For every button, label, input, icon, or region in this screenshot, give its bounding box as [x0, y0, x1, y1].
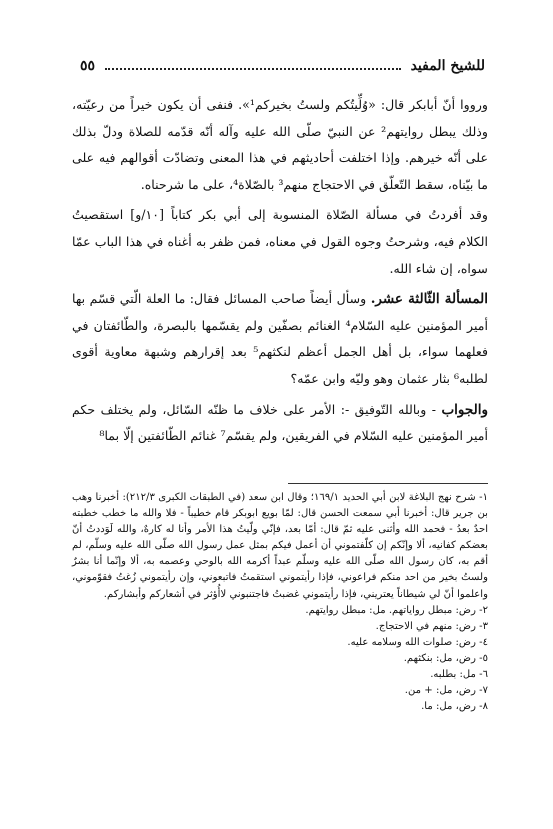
- footnote: ٣- رض: منهم في الاحتجاج.: [375, 620, 488, 632]
- footnotes: [72, 490, 488, 715]
- question-paragraph: [72, 286, 488, 392]
- footnote: ٢- رض: مبطل رواياتهم. مل: مبطل روايتهم.: [305, 604, 488, 616]
- answer-text: - وبالله التّوفيق -: الأمر على خلاف ما ظنّه السّائل، ولم يختلف حكم أمير المؤمنين عليه السّلام في الفريقين، ولم يقسّم⁷ غنائم الطّائفتين إلّا بما⁸: [72, 401, 488, 444]
- footnote: ٦- مل: بطلبه.: [430, 669, 488, 681]
- page-number: ٥٥: [80, 58, 96, 74]
- paragraph: وقد أفردتُ في مسألة الصّلاة المنسوبة إلى أبي بكر كتاباً [١٠/و] استقصيتُ الكلام فيه، وشرحتُ وجوه القول في معناه، فمن ظفر به أغناه في هذا الباب عمّا سواه، إن شاء الله.: [72, 207, 488, 276]
- answer-paragraph: [72, 397, 488, 450]
- footnote-separator: [288, 483, 488, 484]
- footnote: ٥- رض، مل: بنكثهم.: [403, 652, 488, 664]
- question-heading: المسألة الثّالثة عشر.: [370, 291, 488, 308]
- footnote: ٤- رض: صلوات الله وسلامه عليه.: [347, 636, 488, 648]
- header-title: للشيخ المفيد: [410, 58, 485, 74]
- footnote: ٧- رض، مل: + من.: [404, 685, 488, 697]
- main-text: [72, 92, 488, 450]
- header-dotted-leader: [105, 68, 401, 70]
- answer-heading: والجواب: [441, 401, 488, 418]
- footnote: ١- شرح نهج البلاغة لابن أبي الحديد ١٦٩/١؛ وقال ابن سعد (في الطبقات الكبرى ٢١٢/٣): أخبرنا وهب بن جرير قال: أخبرنا أبي سمعت الحسن قال: لمّا بويع ابوبكر قام خطيباً - فلا والله ما خطب خطبته احدٌ بعدُ - فحمد الله وأثنى عليه ثمّ قال: أمّا بعد، فإنّي ولّيتُ هذا الأمر وأنا له كارهٌ، والله لَوَددتُ أنّ بعضكم كفانيه، ألا وإنّكم إن كلّفتموني أن أعمل فيكم بمثل عمل رسول الله صلّى الله عليه وسلّم، لم أقم به، كان رسول الله صلّى الله عليه وسلّم عبداً أكرمه الله بالوحي وعصمه به، ألا وإنّما أنا بشرٌ ولستُ بخير من احد منكم فراعوني، فإذا رأيتموني استقمتُ فاتبعوني، وإن رأيتموني زُغتُ فقوّموني، واعلموا أنّ لي شيطاناً يعتريني، فإذا رأيتموني غضبتُ فاجتنبوني لاأُؤثر في أشعاركم وأبشاركم.: [72, 492, 488, 600]
- footnote: ٨- رض، مل: ما.: [421, 701, 488, 713]
- running-header: [80, 58, 485, 74]
- question-text: وسأل أيضاً صاحب المسائل فقال: ما العلة الّتي قسّم بها أمير المؤمنين عليه السّلام⁴ الغنائم بصفّين ولم يقسّمها بالبصرة، والطّائفتان في فعلهما سواء، بل أهل الجمل أعظم لنكثهم⁵ بعد إقرارهم وشبهة معاوية أقوى لطلبه⁶ بثار عثمان وهو وليّه وابن عمّه؟: [72, 291, 488, 386]
- paragraph: ورووا أنّ أبابكر قال: «وُلِّيتُكم ولستُ بخيركم¹». فنفى أن يكون خيراً من رعيّته، وذلك يبطل روايتهم² عن النبيّ صلّى الله عليه وآله أنّه قدّمه للصلاة ودلّ بذلك على أنّه خيرهم. وإذا اختلفت أحاديثهم في هذا المعنى وتضادّت أقوالهم فيه على ما بيّناه، سقط التّعلّق في الاحتجاج منهم³ بالصّلاة⁴، على ما شرحناه.: [72, 97, 488, 192]
